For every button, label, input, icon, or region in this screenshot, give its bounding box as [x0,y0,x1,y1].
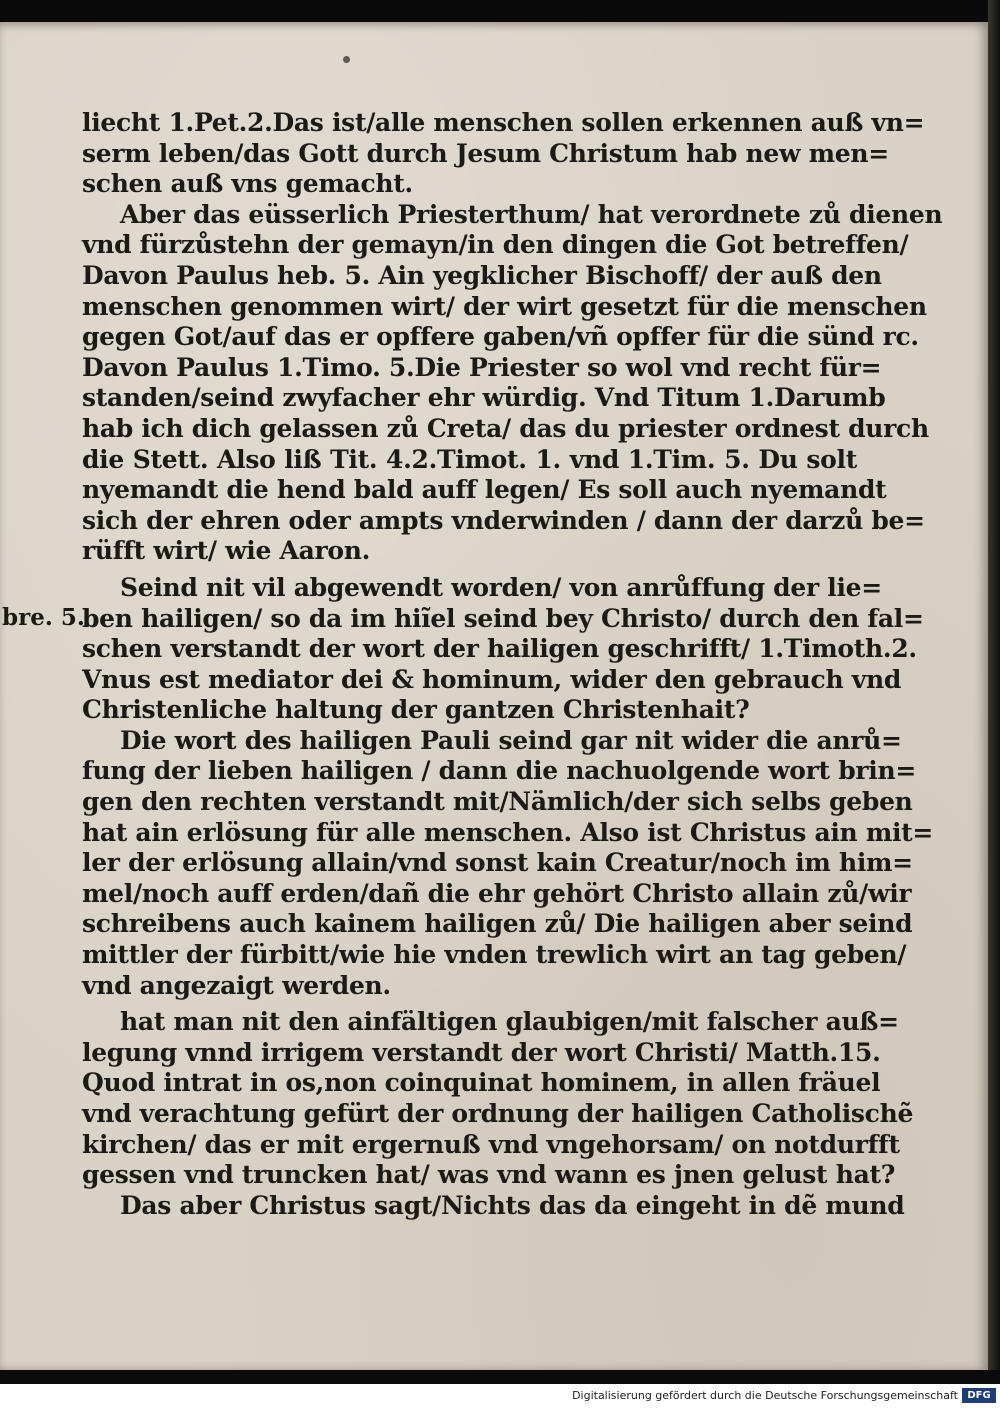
text-line: liecht 1.Pet.2.Das ist/alle menschen sollen erkennen auß vn= [82,108,925,137]
text-line: schen verstandt der wort der hailigen geschrifft/ 1.Timoth.2. [82,634,917,664]
text-line: Seind nit vil abgewendt worden/ von anrůffung der lie= [120,572,882,602]
text-line: kirchen/ das er mit ergernuß vnd vngehorsam/ on notdurfft [82,1129,900,1159]
text-line: Die wort des hailigen Pauli seind gar nit wider die anrů= [120,725,902,755]
text-line: rüfft wirt/ wie Aaron. [82,536,371,566]
text-line: sich der ehren oder ampts vnderwinden / dann der darzů be= [82,505,925,535]
text-line: menschen genommen wirt/ der wirt gesetzt für die menschen [82,291,927,321]
text-line: standen/seind zwyfacher ehr würdig. Vnd Titum 1.Darumb [82,383,886,413]
text-line: mittler der fürbitt/wie hie vnden trewlich wirt an tag geben/ [82,940,907,970]
text-line: Davon Paulus 1.Timo. 5.Die Priester so wol vnd recht für= [82,352,882,382]
text-line: hat ain erlösung für alle menschen. Also ist Christus ain mit= [82,817,934,847]
text-line: hat man nit den ainfältigen glaubigen/mit falscher auß= [120,1007,899,1037]
text-line: serm leben/das Gott durch Jesum Christum hab new men= [82,138,889,168]
text-line: legung vnnd irrigem verstandt der wort Christi/ Matth.15. [82,1037,881,1067]
text-line: Das aber Christus sagt/Nichts das da eingeht in dẽ mund [120,1190,905,1220]
text-line: mel/noch auff erden/dañ die ehr gehört Christo allain zů/wir [82,878,912,908]
funding-credit: Digitalisierung gefördert durch die Deutsche Forschungsgemeinschaft [572,1389,958,1402]
page-text [82,108,943,1221]
text-line: ben hailigen/ so da im hiĩel seind bey Christo/ durch den fal= [82,603,924,633]
text-line: Aber das eüsserlich Priesterthum/ hat verordnete zů dienen [120,199,943,229]
text-line: hab ich dich gelassen zů Creta/ das du priester ordnest durch [82,413,929,443]
text-line: schen auß vns gemacht. [82,169,413,199]
text-line: vnd angezaigt werden. [82,970,391,1000]
text-line: gessen vnd truncken hat/ was vnd wann es jnen gelust hat? [82,1160,896,1190]
page-speck [343,56,350,63]
text-line: fung der lieben hailigen / dann die nachuolgende wort brin= [82,756,916,786]
page-edge-shadow [988,0,1000,1370]
text-line: gegen Got/auf das er opffere gaben/vñ opffer für die sünd rc. [82,322,919,352]
text-line: Davon Paulus heb. 5. Ain yegklicher Bischoff/ der auß den [82,260,882,290]
text-line: ler der erlösung allain/vnd sonst kain Creatur/noch im him= [82,848,913,878]
scan-top-border [0,0,1000,22]
text-line: Vnus est mediator dei & hominum, wider den gebrauch vnd [82,664,902,694]
dfg-logo: DFG [962,1388,996,1403]
text-line: gen den rechten verstandt mit/Nämlich/der sich selbs geben [82,787,913,817]
text-line: vnd fürzůstehn der gemayn/in den dingen die Got betreffen/ [82,230,909,260]
text-line: schreibens auch kainem hailigen zů/ Die hailigen aber seind [82,909,913,939]
text-line: Christenliche haltung der gantzen Christenhait? [82,695,750,725]
margin-note: bre. 5. [2,604,85,631]
text-line: vnd verachtung gefürt der ordnung der hailigen Catholischẽ [82,1099,914,1128]
text-line: nyemandt die hend bald auff legen/ Es soll auch nyemandt [82,475,887,505]
text-line: die Stett. Also liß Tit. 4.2.Timot. 1. vnd 1.Tim. 5. Du solt [82,444,857,474]
text-line: Quod intrat in os,non coinquinat hominem, in allen fräuel [82,1068,881,1098]
